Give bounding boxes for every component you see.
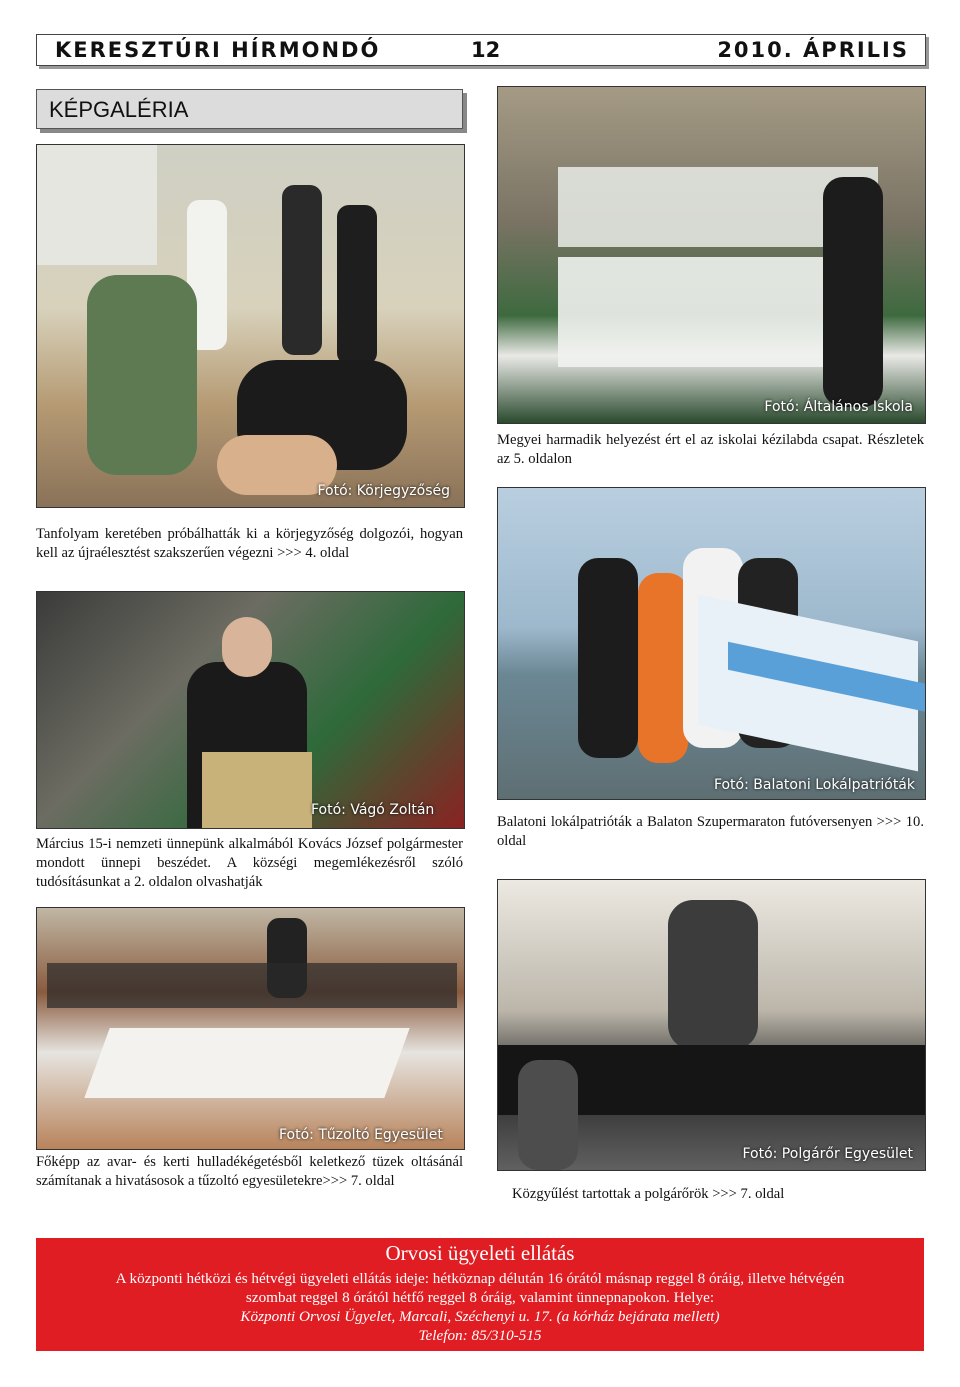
page-number: 12 [471,38,501,62]
photo-fire-association [36,907,465,1150]
photo-credit: Fotó: Tűzoltó Egyesület [279,1127,443,1143]
photo-caption: Március 15-i nemzeti ünnepünk alkalmából Kovács József polgármester mondott ünnepi beszédet. A községi megemlékezésről szóló tudósításunkat a 2. oldalon olvashatják [36,836,463,890]
photo-handball-team [497,86,926,424]
section-title: KÉPGALÉRIA [36,89,463,129]
notice-phone: Telefon: 85/310-515 [418,1327,542,1344]
photo-caption: Tanfolyam keretében próbálhatták ki a körjegyzőség dolgozói, hogyan kell az újraélesztést szakszerűen végezni >>> 4. oldal [36,526,463,561]
photo-civil-guard-meeting [497,879,926,1171]
photo-credit: Fotó: Vágó Zoltán [311,802,435,818]
photo-cpr-training [36,144,465,508]
photo-caption: Főképp az avar- és kerti hulladékégetésből keletkező tüzek oltásánál számítanak a hivatásosok a tűzoltó egyesületekre>>> 7. oldal [36,1154,463,1189]
issue-date: 2010. ÁPRILIS [717,38,909,62]
photo-caption: Balatoni lokálpatrióták a Balaton Szupermaraton futóversenyen >>> 10. oldal [497,814,924,849]
photo-mayor-speech [36,591,465,829]
photo-caption: Megyei harmadik helyezést ért el az iskolai kézilabda csapat. Részletek az 5. oldalon [497,432,924,467]
notice-title: Orvosi ügyeleti ellátás [385,1241,575,1265]
photo-credit: Fotó: Körjegyzőség [317,483,450,499]
medical-duty-notice [36,1238,924,1351]
photo-credit: Fotó: Polgárőr Egyesület [742,1146,913,1162]
notice-address: Központi Orvosi Ügyelet, Marcali, Széchenyi u. 17. (a kórház bejárata mellett) [240,1308,720,1325]
photo-balaton-runners [497,487,926,800]
photo-credit: Fotó: Általános Iskola [764,399,913,415]
notice-line: szombat reggel 8 órától hétfő reggel 8 óráig, valamint ünnepnapokon. Helye: [245,1289,715,1306]
newspaper-title: KERESZTÚRI HÍRMONDÓ [55,38,381,62]
photo-caption: Közgyűlést tartottak a polgárőrök >>> 7. oldal [512,1186,785,1202]
photo-credit: Fotó: Balatoni Lokálpatrióták [713,777,915,793]
notice-line: A központi hétközi és hétvégi ügyeleti ellátás ideje: hétköznap délután 16 órától másnap reggel 8 óráig, illetve hétvégén [115,1270,845,1287]
page-header [36,34,926,66]
